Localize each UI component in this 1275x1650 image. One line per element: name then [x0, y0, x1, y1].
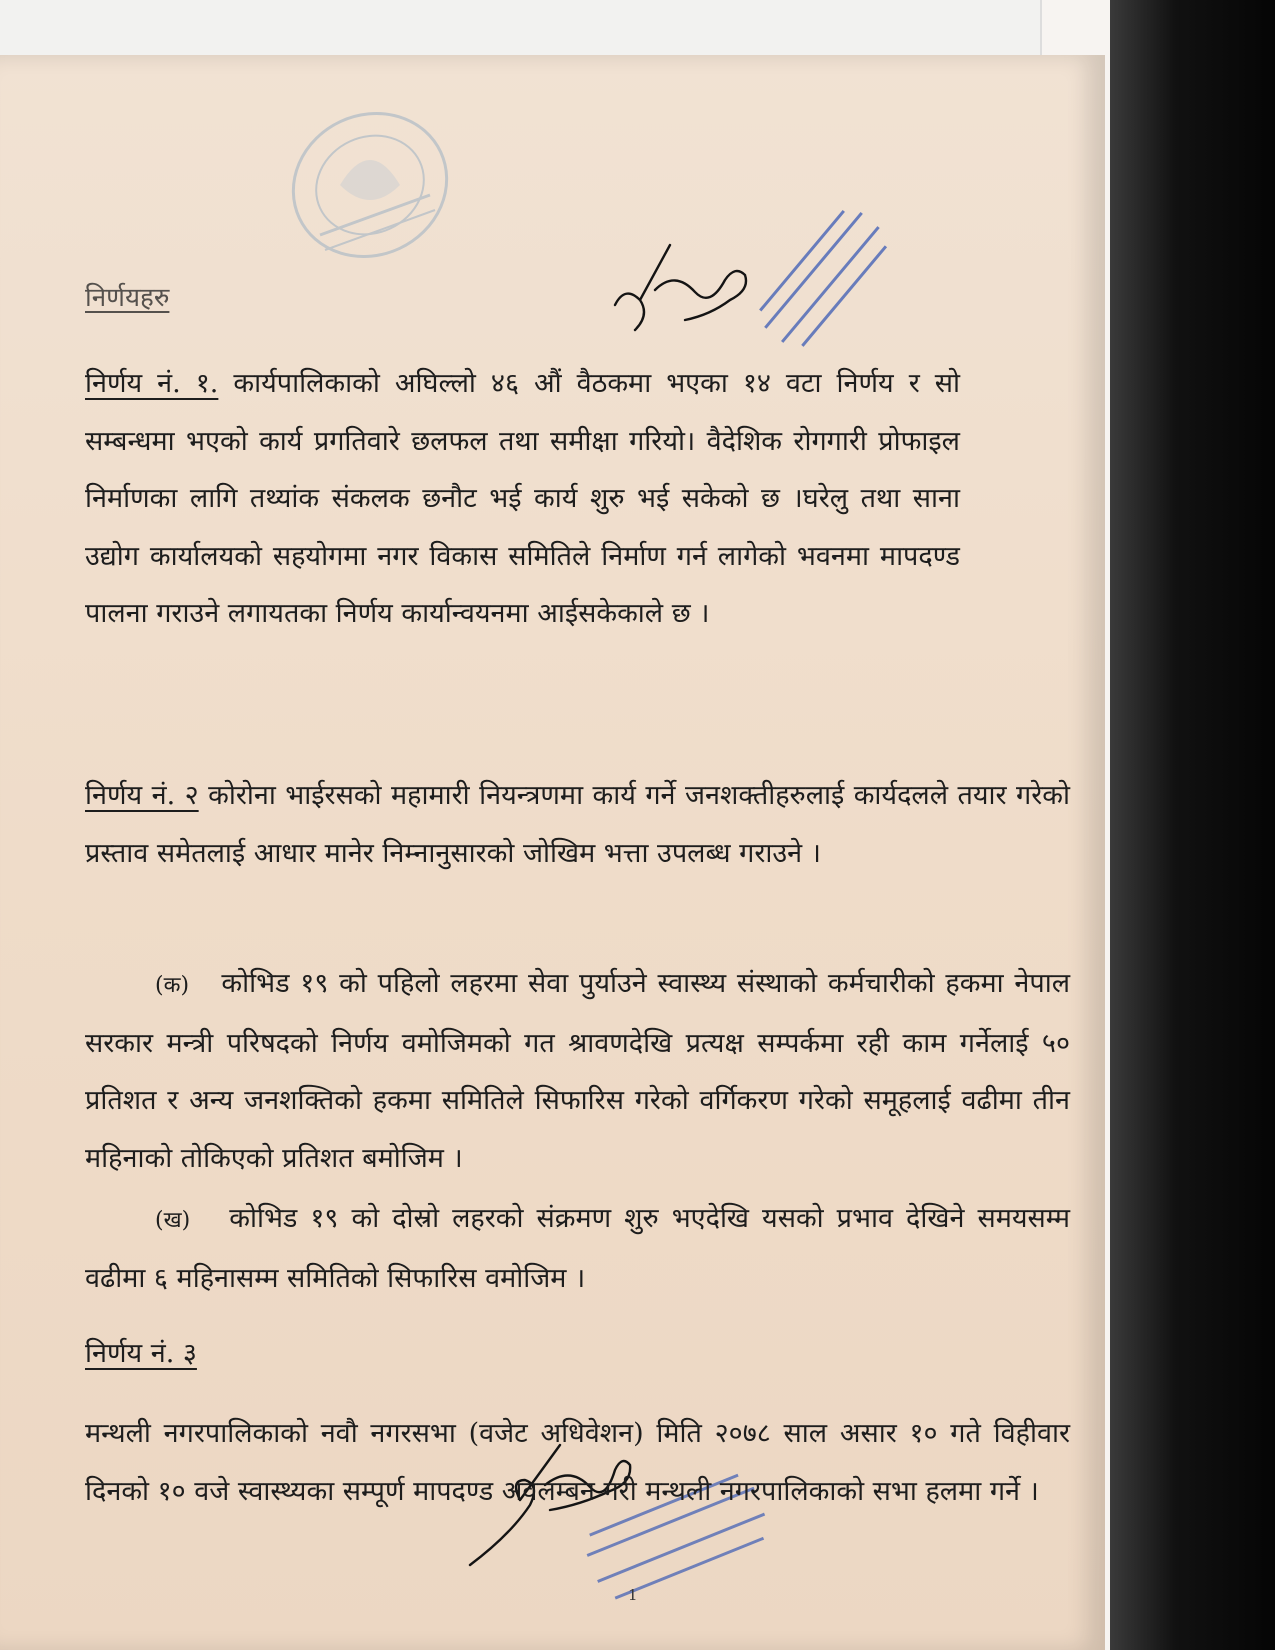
officer-stamp-top [740, 195, 910, 365]
decision-3-label: निर्णय नं. ३ [85, 1338, 197, 1369]
decision-3-text: मन्थली नगरपालिकाको नवौ नगरसभा (वजेट अधिवेशन) मिति २०७८ साल असार १० गते विहीवार दिनको १० वजे स्वास्थ्यका सम्पूर्ण मापदण्ड अवलम्बन गरी मन्थली नगरपालिकाको सभा हलमा गर्ने । [85, 1418, 1070, 1507]
item-kha-label: (ख) [155, 1208, 191, 1233]
decision-2-text: कोरोना भाईरसको महामारी नियन्त्रणमा कार्य गर्ने जनशक्तीहरुलाई कार्यदलले तयार गरेको प्रस्ताव समेतलाई आधार मानेर निम्नानुसारको जोखिम भत्ता उपलब्ध गराउने । [85, 780, 1070, 869]
item-ka-text: कोभिड १९ को पहिलो लहरमा सेवा पुर्याउने स्वास्थ्य संस्थाको कर्मचारीको हकमा नेपाल सरकार मन्त्री परिषदको निर्णय वमोजिमको गत श्रावणदेखि प्रत्यक्ष सम्पर्कमा रही काम गर्नेलाई ५० प्रतिशत र अन्य जनशक्तिको हकमा समितिले सिफारिस गरेको वर्गिकरण गरेको समूहलाई वढीमा तीन महिनाको तोकिएको प्रतिशत बमोजिम । [85, 968, 1071, 1174]
scanner-top-strip [0, 0, 1110, 60]
decision-1-text: कार्यपालिकाको अघिल्लो ४६ औं वैठकमा भएका १४ वटा निर्णय र सो सम्बन्धमा भएको कार्य प्रगतिवारे छलफल तथा समीक्षा गरियो। वैदेशिक रोगगारी प्रोफाइल निर्माणका लागि तथ्यांक संकलक छनौट भई कार्य शुरु भई सकेको छ ।घरेलु तथा साना उद्योग कार्यालयको सहयोगमा नगर विकास समितिले निर्माण गर्न लागेको भवनमा मापदण्ड पालना गराउने लगायतका निर्णय कार्यान्वयनमा आईसकेकाले छ । [85, 368, 961, 629]
decisions-heading: निर्णयहरु [85, 283, 170, 313]
decision-2-item-kha [85, 1190, 1070, 1307]
signature-top [600, 230, 760, 350]
decision-2 [85, 767, 1070, 882]
decision-1 [85, 355, 960, 643]
official-seal-stamp [270, 95, 470, 275]
item-kha-text: कोभिड १९ को दोस्रो लहरको संक्रमण शुरु भएदेखि यसको प्रभाव देखिने समयसम्म वढीमा ६ महिनासम्म समितिको सिफारिस वमोजिम । [85, 1203, 1070, 1294]
page-number: 1 [628, 1586, 638, 1604]
decision-1-label: निर्णय नं. १. [85, 368, 219, 399]
decision-2-label: निर्णय नं. २ [85, 780, 199, 811]
scanner-dark-edge [1110, 0, 1275, 1650]
item-ka-label: (क) [155, 973, 190, 998]
decision-2-item-ka [85, 955, 1070, 1187]
